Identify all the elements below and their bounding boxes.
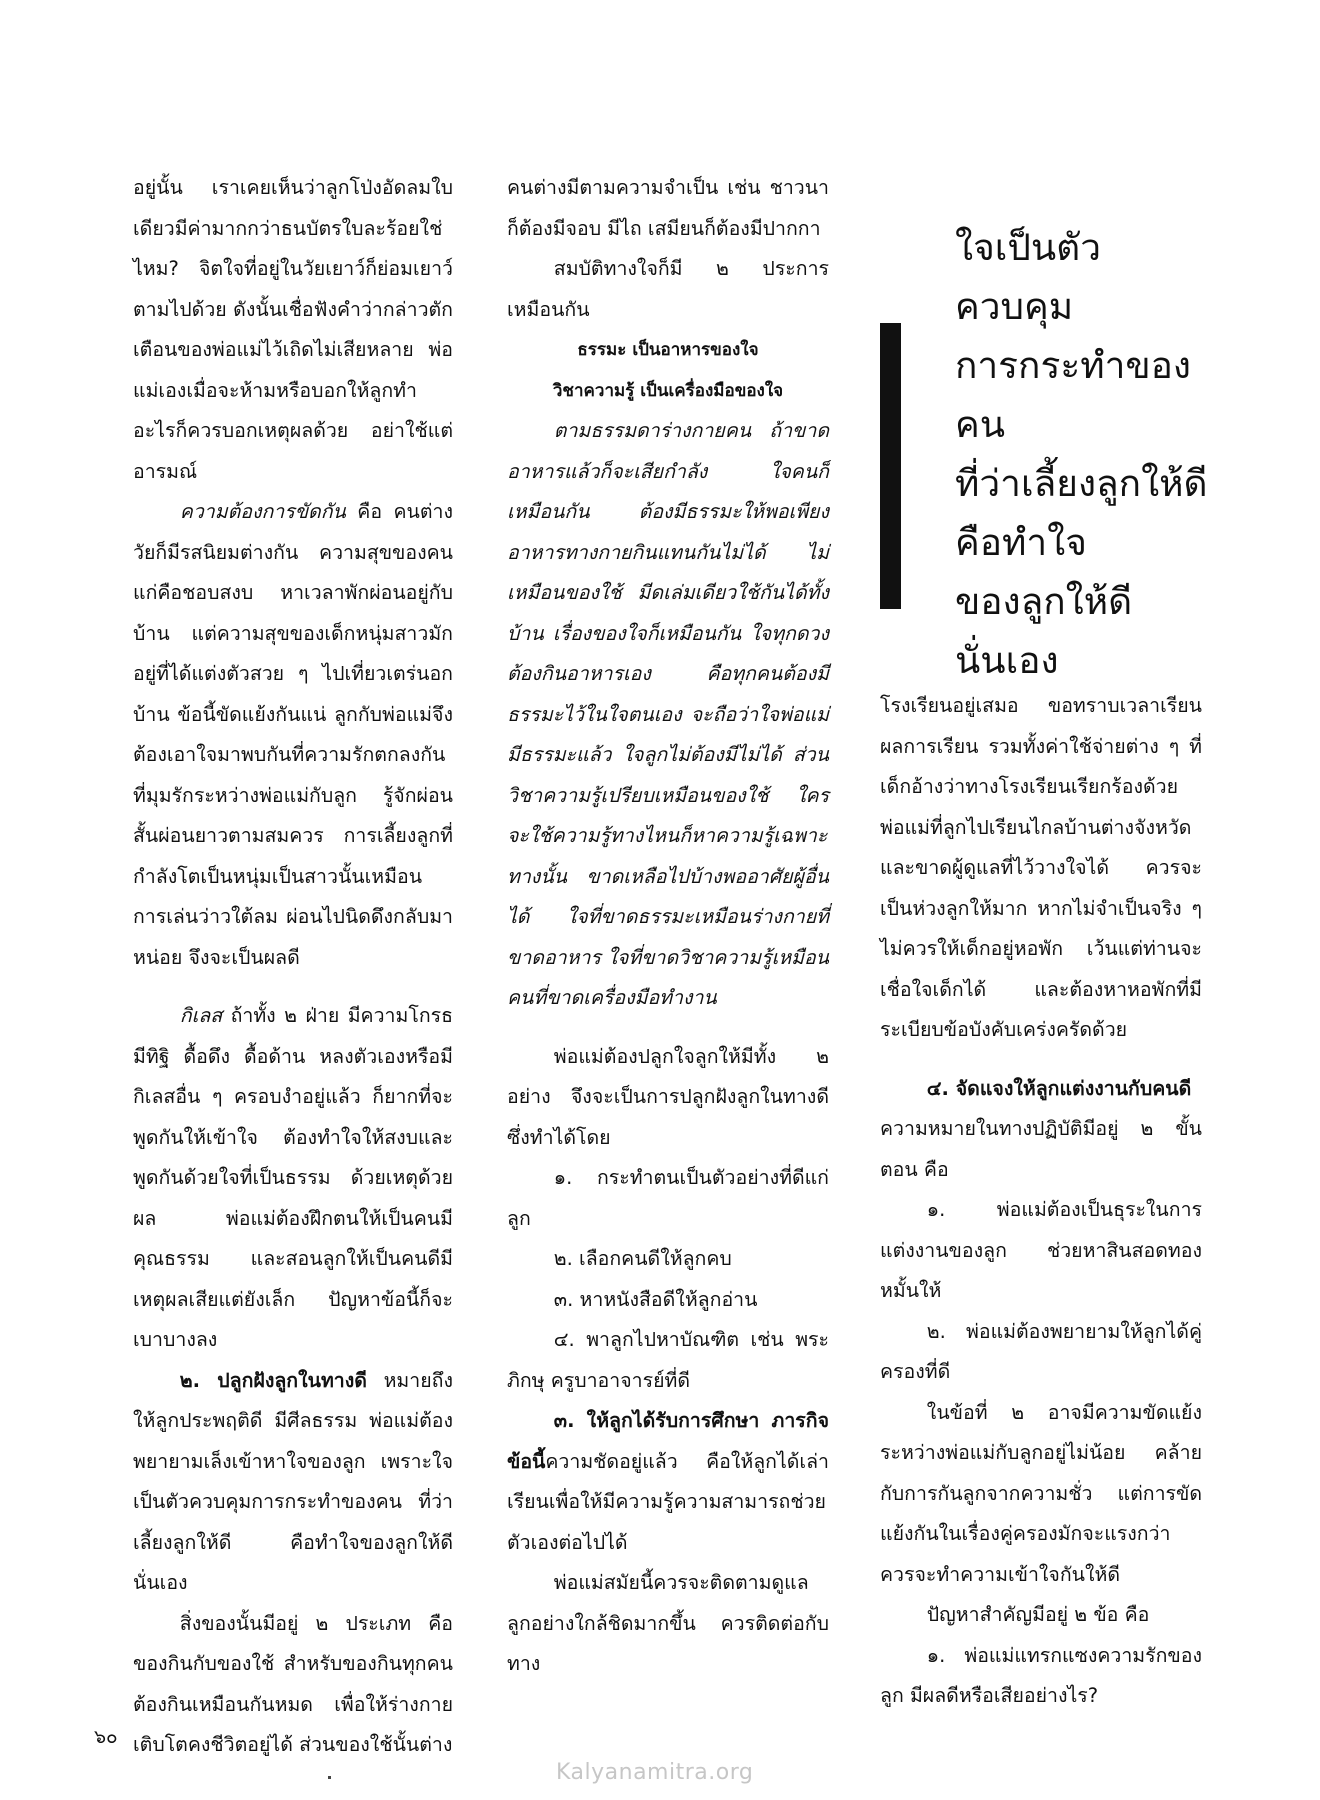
col2-list-item-1: ๑. กระทำตนเป็นตัวอย่างที่ดีแก่ลูก xyxy=(507,1166,829,1230)
col3-paragraph-4: ๒. พ่อแม่ต้องพยายามให้ลูกได้คู่ครองที่ดี xyxy=(880,1319,1202,1383)
column-2 xyxy=(507,168,829,1685)
col2-paragraph-5-lead: ๓. ให้ลูกได้รับการศึกษา ภารกิจข้อนี้ xyxy=(507,1409,829,1473)
col2-motto-2: วิชาความรู้ เป็นเครื่องมือของใจ xyxy=(552,380,784,401)
watermark: Kalyanamitra.org xyxy=(556,1760,754,1785)
pullquote-line-7: นั่นเอง xyxy=(955,639,1059,682)
col3-paragraph-5: ในข้อที่ ๒ อาจมีความขัดแย้งระหว่างพ่อแม่กับลูกอยู่ไม่น้อย คล้ายกับการกันลูกจากความชั่ว แต่การขัดแย้งกันในเรื่องคู่ครองมักจะแรงกว่าควรจะทำความเข้าใจกันให้ดี xyxy=(880,1400,1202,1586)
col2-paragraph-3: ตามธรรมดาร่างกายคน ถ้าขาดอาหารแล้วก็จะเสียกำลัง ใจคนก็เหมือนกัน ต้องมีธรรมะให้พอเพียง อาหารทางกายกินแทนกันไม่ได้ ไม่เหมือนของใช้ มีดเล่มเดียวใช้กันได้ทั้งบ้าน เรื่องของใจก็เหมือนกัน ใจทุกดวงต้องกินอาหารเอง คือทุกคนต้องมีธรรมะไว้ในใจตนเอง จะถือว่าใจพ่อแม่มีธรรมะแล้ว ใจลูกไม่ต้องมีไม่ได้ ส่วนวิชาความรู้เปรียบเหมือนของใช้ ใครจะใช้ความรู้ทางไหนก็หาความรู้เฉพาะทางนั้น ขาดเหลือไปบ้างพออาศัยผู้อื่นได้ ใจที่ขาดธรรมะเหมือนร่างกายที่ขาดอาหาร ใจที่ขาดวิชาความรู้เหมือนคนที่ขาดเครื่องมือทำงาน xyxy=(507,419,829,1009)
col1-paragraph-2-body: คือ คนต่างวัยก็มีรสนิยมต่างกัน ความสุขของคนแก่คือชอบสงบ หาเวลาพักผ่อนอยู่กับบ้าน แต่ความสุขของเด็กหนุ่มสาวมักอยู่ที่ได้แต่งตัวสวย ๆ ไปเที่ยวเตร่นอกบ้าน ข้อนี้ขัดแย้งกันแน่ ลูกกับพ่อแม่จึงต้องเอาใจมาพบกันที่ความรักตกลงกันที่มุมรักระหว่างพ่อแม่กับลูก รู้จักผ่อนสั้นผ่อนยาวตามสมควร การเลี้ยงลูกที่กำลังโตเป็นหนุ่มเป็นสาวนั้นเหมือนการเล่นว่าวใต้ลม ผ่อนไปนิดดึงกลับมาหน่อย จึงจะเป็นผลดี xyxy=(133,500,453,969)
col3-heading-4: ๔. จัดแจงให้ลูกแต่งงานกับคนดี xyxy=(926,1076,1192,1100)
pullquote-bar xyxy=(880,323,901,609)
col2-motto-1: ธรรมะ เป็นอาหารของใจ xyxy=(577,340,759,360)
col3-paragraph-2: ความหมายในทางปฏิบัติมีอยู่ ๒ ขั้นตอน คือ xyxy=(880,1117,1202,1181)
col1-paragraph-4 xyxy=(133,1361,453,1604)
col3-paragraph-3: ๑. พ่อแม่ต้องเป็นธุระในการแต่งงานของลูก ช่วยหาสินสอดทองหมั้นให้ xyxy=(880,1198,1202,1302)
col2-paragraph-1: คนต่างมีตามความจำเป็น เช่น ชาวนาก็ต้องมีจอบ มีไถ เสมียนก็ต้องมีปากกา xyxy=(507,176,829,240)
col1-paragraph-1: อยู่นั้น เราเคยเห็นว่าลูกโป่งอัดลมใบเดียวมีค่ามากกว่าธนบัตรใบละร้อยใช่ไหม? จิตใจที่อยู่ในวัยเยาว์ก็ย่อมเยาว์ตามไปด้วย ดังนั้นเชื่อฟังคำว่ากล่าวตักเตือนของพ่อแม่ไว้เถิดไม่เสียหลาย พ่อแม่เองเมื่อจะห้ามหรือบอกให้ลูกทำอะไรก็ควรบอกเหตุผลด้วย อย่าใช้แต่อารมณ์ xyxy=(133,176,453,483)
pullquote-line-2: ควบคุม xyxy=(955,285,1074,328)
col1-paragraph-4-body: หมายถึงให้ลูกประพฤติดี มีศีลธรรม พ่อแม่ต้องพยายามเล็งเข้าหาใจของลูก เพราะใจเป็นตัวควบคุมการกระทำของคน ที่ว่าเลี้ยงลูกให้ดี คือทำใจของลูกให้ดีนั่นเอง xyxy=(133,1368,453,1594)
pullquote xyxy=(955,218,1235,690)
col1-paragraph-3 xyxy=(133,996,453,1361)
pullquote-line-5: คือทำใจ xyxy=(955,521,1087,564)
column-3 xyxy=(880,686,1202,1717)
col1-paragraph-3-body: ถ้าทั้ง ๒ ฝ่าย มีความโกรธมีทิฐิ ดื้อดึง ดื้อด้าน หลงตัวเองหรือมีกิเลสอื่น ๆ ครอบงำอยู่แล้ว ก็ยากที่จะพูดกันให้เข้าใจ ต้องทำใจให้สงบและพูดกันด้วยใจที่เป็นธรรม ด้วยเหตุด้วยผล พ่อแม่ต้องฝึกตนให้เป็นคนมีคุณธรรม และสอนลูกให้เป็นคนดีมีเหตุผลเสียแต่ยังเล็ก ปัญหาข้อนี้ก็จะเบาบางลง xyxy=(133,1004,453,1351)
pullquote-line-4: ที่ว่าเลี้ยงลูกให้ดี xyxy=(955,462,1208,505)
col1-paragraph-3-lead: กิเลส xyxy=(179,1004,223,1027)
col3-paragraph-6: ปัญหาสำคัญมีอยู่ ๒ ข้อ คือ xyxy=(926,1603,1150,1626)
page-number: ๖๐ xyxy=(94,1726,118,1748)
col2-paragraph-2: สมบัติทางใจก็มี ๒ ประการเหมือนกัน xyxy=(507,257,829,321)
col2-paragraph-4: พ่อแม่ต้องปลูกใจลูกให้มีทั้ง ๒ อย่าง จึงจะเป็นการปลูกฝังลูกในทางดี ซึ่งทำได้โดย xyxy=(507,1044,829,1149)
column-1 xyxy=(133,168,453,1766)
col3-paragraph-1: โรงเรียนอยู่เสมอ ขอทราบเวลาเรียนผลการเรียน รวมทั้งค่าใช้จ่ายต่าง ๆ ที่เด็กอ้างว่าทางโรงเรียนเรียกร้องด้วย พ่อแม่ที่ลูกไปเรียนไกลบ้านต่างจังหวัด และขาดผู้ดูแลที่ไว้วางใจได้ ควรจะเป็นห่วงลูกให้มาก หากไม่จำเป็นจริง ๆ ไม่ควรให้เด็กอยู่หอพัก เว้นแต่ท่านจะเชื่อใจเด็กได้ และต้องหาหอพักที่มีระเบียบข้อบังคับเคร่งครัดด้วย xyxy=(880,694,1202,1041)
col1-paragraph-2 xyxy=(133,492,453,978)
pullquote-line-3: การกระทำของคน xyxy=(955,344,1191,446)
col1-paragraph-2-lead: ความต้องการขัดกัน xyxy=(179,500,346,523)
col2-paragraph-5 xyxy=(507,1401,829,1563)
col2-list-item-3: ๓. หาหนังสือดีให้ลูกอ่าน xyxy=(553,1287,758,1311)
col2-paragraph-5-body: ความชัดอยู่แล้ว คือให้ลูกได้เล่าเรียนเพื่อให้มีความรู้ความสามารถช่วยตัวเองต่อไปได้ xyxy=(507,1449,829,1554)
col2-list-item-2: ๒. เลือกคนดีให้ลูกคบ xyxy=(553,1247,732,1270)
col1-paragraph-5: สิ่งของนั้นมีอยู่ ๒ ประเภท คือของกินกับของใช้ สำหรับของกินทุกคนต้องกินเหมือนกันหมด เพื่อให้ร่างกายเติบโตคงชีวิตอยู่ได้ ส่วนของใช้นั้นต่าง xyxy=(133,1611,453,1756)
scan-speck xyxy=(328,1776,331,1779)
pullquote-line-6: ของลูกให้ดี xyxy=(955,580,1133,623)
pullquote-line-1: ใจเป็นตัว xyxy=(955,226,1101,269)
col2-paragraph-6: พ่อแม่สมัยนี้ควรจะติดตามดูแลลูกอย่างใกล้ชิดมากขึ้น ควรติดต่อกับทาง xyxy=(507,1571,829,1675)
col3-paragraph-7: ๑. พ่อแม่แทรกแซงความรักของลูก มีผลดีหรือเสียอย่างไร? xyxy=(880,1643,1202,1707)
col2-list-item-4: ๔. พาลูกไปหาบัณฑิต เช่น พระภิกษุ ครูบาอาจารย์ที่ดี xyxy=(507,1328,829,1392)
col1-paragraph-4-lead: ๒. ปลูกฝังลูกในทางดี xyxy=(179,1368,367,1392)
